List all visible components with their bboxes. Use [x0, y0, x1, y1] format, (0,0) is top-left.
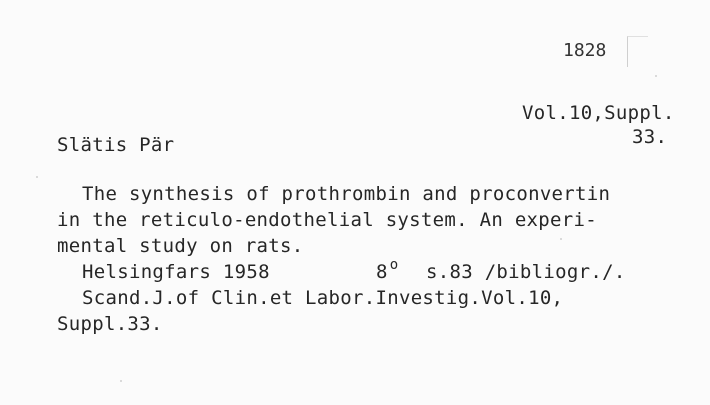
title-line-2: in the reticulo-endothelial system. An experi-: [57, 209, 597, 231]
publication-pages: s.83 /bibliogr./.: [426, 261, 626, 283]
journal-line-2: Suppl.33.: [57, 313, 163, 335]
format-degree: o: [389, 257, 399, 273]
catalog-number: 1828: [563, 40, 607, 61]
publication-place-year: Helsingfars 1958: [82, 261, 270, 283]
journal-line-1: Scand.J.of Clin.et Labor.Investig.Vol.10,: [82, 287, 564, 309]
paper-speck: [560, 238, 562, 240]
supplement-number: 33.: [632, 126, 668, 148]
publication-format: [376, 257, 399, 283]
paper-speck: [120, 380, 122, 382]
format-number: 8: [376, 261, 388, 283]
title-line-3: mental study on rats.: [57, 235, 304, 257]
paper-speck: [655, 75, 657, 77]
author-name: Slätis Pär: [57, 134, 175, 156]
paper-speck: [36, 176, 38, 178]
corner-mark: [627, 36, 648, 67]
title-line-1: The synthesis of prothrombin and proconvertin: [82, 183, 611, 205]
volume-label: Vol.10,Suppl.: [522, 102, 675, 124]
